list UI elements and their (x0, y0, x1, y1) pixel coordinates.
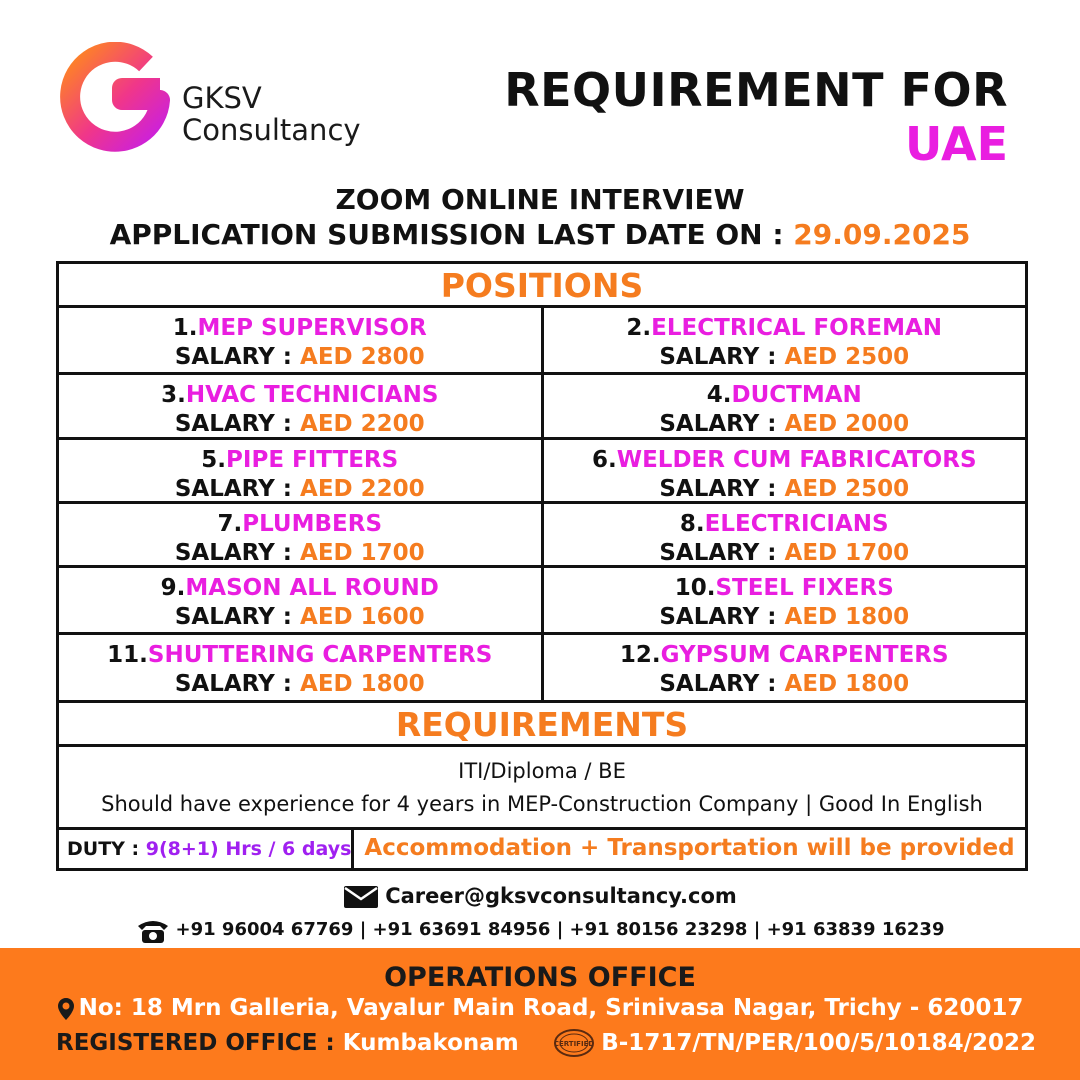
position-name: PLUMBERS (242, 511, 383, 537)
position-name: MEP SUPERVISOR (197, 315, 427, 341)
position-cell (59, 440, 541, 501)
footer-bar (0, 948, 1080, 1080)
positions-row (59, 308, 1025, 375)
phone-numbers[interactable]: +91 96004 67769 | +91 63691 84956 | +91 80156 23298 | +91 63839 16239 (175, 919, 945, 940)
svg-text:CERTIFIED: CERTIFIED (554, 1040, 595, 1048)
salary-amount: AED 1700 (784, 540, 910, 566)
salary-label: SALARY : (659, 604, 785, 630)
position-name: STEEL FIXERS (715, 575, 894, 601)
salary-label: SALARY : (174, 540, 301, 566)
position-cell (59, 504, 541, 565)
headline (504, 62, 1008, 170)
positions-row (59, 375, 1025, 440)
position-cell (59, 568, 541, 632)
position-title (544, 314, 1026, 342)
position-name: DUCTMAN (731, 382, 862, 408)
position-number: 8. (679, 511, 705, 537)
position-name: ELECTRICAL FOREMAN (651, 315, 943, 341)
position-title (544, 381, 1026, 409)
position-cell (541, 504, 1026, 565)
salary-amount: AED 2200 (300, 411, 425, 437)
positions-row (59, 568, 1025, 635)
position-cell (541, 635, 1026, 700)
position-number: 2. (626, 315, 652, 341)
salary-amount: AED 1800 (784, 604, 910, 630)
salary-line (544, 538, 1026, 568)
salary-line (544, 409, 1026, 439)
position-name: MASON ALL ROUND (185, 575, 439, 601)
positions-grid (59, 308, 1025, 703)
salary-label: SALARY : (174, 604, 301, 630)
salary-line (59, 474, 541, 504)
position-cell (59, 635, 541, 700)
email-line (0, 884, 1080, 909)
operations-office-title: OPERATIONS OFFICE (384, 962, 696, 993)
position-title (59, 314, 541, 342)
last-date-line (0, 218, 1080, 251)
position-name: ELECTRICIANS (704, 511, 889, 537)
email-address[interactable]: Career@gksvconsultancy.com (385, 884, 737, 908)
position-name: PIPE FITTERS (226, 447, 399, 473)
salary-label: SALARY : (174, 344, 301, 370)
salary-label: SALARY : (174, 411, 301, 437)
salary-line (544, 474, 1026, 504)
salary-amount: AED 2800 (300, 344, 425, 370)
duty-value: 9(8+1) Hrs / 6 days (145, 838, 352, 860)
position-name: SHUTTERING CARPENTERS (147, 642, 493, 668)
position-number: 5. (201, 447, 227, 473)
position-number: 4. (706, 382, 732, 408)
certified-seal-icon (553, 1028, 595, 1058)
salary-amount: AED 2500 (784, 344, 910, 370)
position-cell (541, 440, 1026, 501)
position-title (59, 574, 541, 602)
operations-address-text: No: 18 Mrn Galleria, Vayalur Main Road, Srinivasa Nagar, Trichy - 620017 (78, 995, 1024, 1021)
duty-row (59, 830, 1025, 868)
salary-label: SALARY : (174, 476, 301, 502)
license-number: B-1717/TN/PER/100/5/10184/2022 (601, 1030, 1036, 1056)
position-name: WELDER CUM FABRICATORS (616, 447, 977, 473)
position-cell (59, 308, 541, 372)
operations-office-address (0, 995, 1080, 1021)
license-number-block (553, 1028, 1036, 1058)
last-date-value: 29.09.2025 (793, 218, 971, 251)
positions-title: POSITIONS (59, 264, 1025, 308)
position-number: 10. (674, 575, 716, 601)
salary-label: SALARY : (174, 671, 301, 697)
salary-line (59, 409, 541, 439)
position-cell (541, 568, 1026, 632)
position-cell (541, 308, 1026, 372)
phone-line (0, 916, 1080, 944)
position-name: HVAC TECHNICIANS (185, 382, 439, 408)
salary-amount: AED 2200 (300, 476, 425, 502)
salary-amount: AED 2000 (784, 411, 910, 437)
position-title (59, 641, 541, 669)
position-number: 12. (619, 642, 661, 668)
positions-row (59, 635, 1025, 703)
salary-amount: AED 1700 (300, 540, 425, 566)
position-cell (541, 375, 1026, 437)
salary-label: SALARY : (659, 344, 785, 370)
last-date-label: APPLICATION SUBMISSION LAST DATE ON : (109, 218, 794, 251)
position-title (59, 446, 541, 474)
brand-name (182, 82, 361, 146)
position-cell (59, 375, 541, 437)
salary-label: SALARY : (659, 671, 785, 697)
salary-amount: AED 1800 (300, 671, 425, 697)
position-number: 9. (160, 575, 186, 601)
position-number: 11. (107, 642, 148, 668)
duty-cell (59, 830, 354, 868)
registered-office-value: Kumbakonam (342, 1030, 519, 1056)
salary-amount: AED 1600 (300, 604, 425, 630)
brand-line-2: Consultancy (182, 113, 361, 147)
interview-mode: ZOOM ONLINE INTERVIEW (335, 183, 745, 216)
registered-office-label: REGISTERED OFFICE : (56, 1030, 343, 1056)
positions-row (59, 504, 1025, 568)
position-title (59, 510, 541, 538)
location-pin-icon (57, 997, 75, 1021)
salary-line (59, 342, 541, 372)
salary-amount: AED 1800 (784, 671, 910, 697)
salary-line (59, 602, 541, 632)
benefits-text: Accommodation + Transportation will be provided (364, 835, 1015, 861)
position-number: 7. (217, 511, 243, 537)
positions-table (56, 261, 1028, 871)
positions-row (59, 440, 1025, 504)
headline-title: REQUIREMENT FOR (504, 63, 1008, 117)
salary-label: SALARY : (659, 540, 785, 566)
salary-line (544, 602, 1026, 632)
telephone-icon (136, 916, 170, 944)
salary-amount: AED 2500 (784, 476, 910, 502)
salary-line (544, 342, 1026, 372)
position-name: GYPSUM CARPENTERS (660, 642, 949, 668)
position-title (544, 446, 1026, 474)
requirement-qualification: ITI/Diploma / BE (458, 759, 626, 783)
requirement-experience: Should have experience for 4 years in MEP-Construction Company | Good In English (101, 792, 983, 816)
salary-line (59, 538, 541, 568)
requirements-body (59, 747, 1025, 830)
gksv-logo (60, 42, 170, 152)
salary-line (59, 669, 541, 699)
duty-label: DUTY : (67, 838, 146, 860)
salary-line (544, 669, 1026, 699)
position-number: 6. (591, 447, 617, 473)
position-title (544, 641, 1026, 669)
position-title (59, 381, 541, 409)
registered-office (56, 1030, 519, 1056)
brand-line-1: GKSV (182, 81, 262, 115)
position-number: 3. (161, 382, 186, 408)
headline-country: UAE (905, 117, 1008, 171)
requirements-title: REQUIREMENTS (59, 703, 1025, 747)
salary-label: SALARY : (659, 411, 785, 437)
envelope-icon (343, 885, 379, 909)
position-number: 1. (172, 315, 198, 341)
salary-label: SALARY : (659, 476, 785, 502)
position-title (544, 510, 1026, 538)
position-title (544, 574, 1026, 602)
